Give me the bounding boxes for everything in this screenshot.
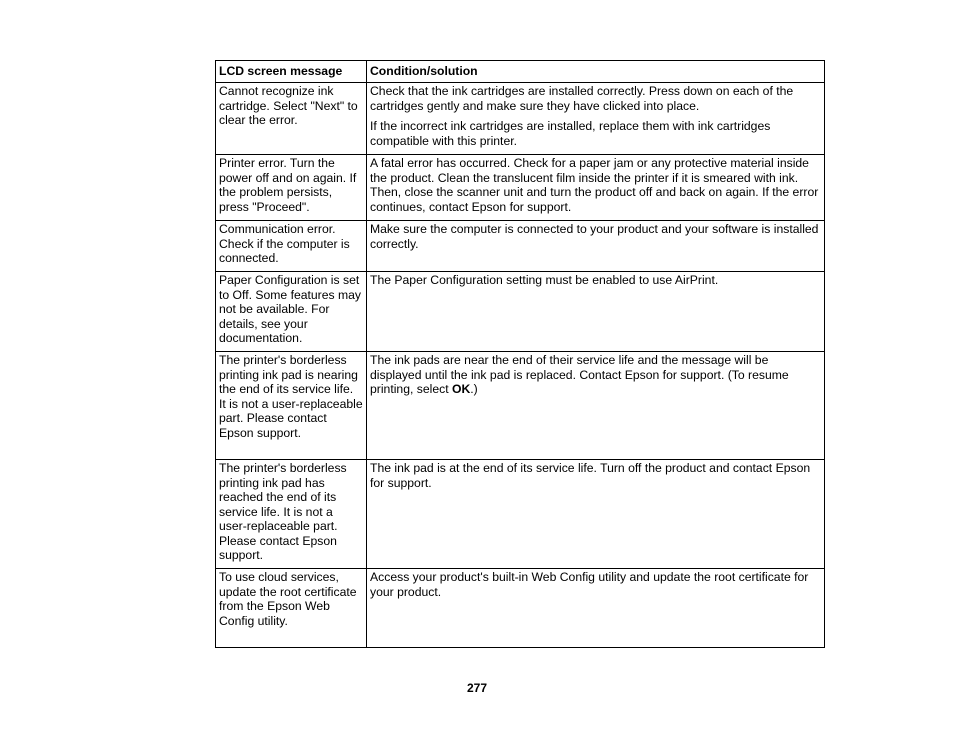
lcd-message-cell: Printer error. Turn the power off and on again. If the problem persists, press "Proceed". (216, 155, 367, 221)
table-row (216, 569, 825, 648)
solution-paragraph: If the incorrect ink cartridges are installed, replace them with ink cartridges compatible with this printer. (370, 119, 771, 148)
table-row (216, 221, 825, 272)
solution-cell (367, 221, 825, 272)
solution-paragraph: Access your product's built-in Web Config utility and update the root certificate for your product. (370, 570, 809, 599)
table-row (216, 352, 825, 460)
column-header-lcd-message: LCD screen message (216, 61, 367, 83)
solution-cell (367, 352, 825, 460)
lcd-message-cell: Communication error. Check if the computer is connected. (216, 221, 367, 272)
table-row (216, 460, 825, 569)
solution-paragraph (370, 353, 821, 397)
solution-text: The ink pads are near the end of their service life and the message will be displayed until the ink pad is replaced. Contact Epson for support. (To resume printing, select (370, 353, 789, 396)
table-header-row (216, 61, 825, 83)
solution-paragraph: The Paper Configuration setting must be enabled to use AirPrint. (370, 273, 719, 287)
solution-paragraph: Make sure the computer is connected to your product and your software is installed correctly. (370, 222, 819, 251)
lcd-message-cell: To use cloud services, update the root certificate from the Epson Web Config utility. (216, 569, 367, 648)
solution-cell (367, 460, 825, 569)
solution-paragraph: A fatal error has occurred. Check for a paper jam or any protective material inside the product. Clean the translucent film inside the printer if it is smeared with ink. Then, close the scanner unit and turn the product off and back on again. If the error continues, contact Epson for support. (370, 156, 819, 214)
solution-cell (367, 83, 825, 155)
solution-paragraph: Check that the ink cartridges are installed correctly. Press down on each of the cartridges gently and make sure they have clicked into place. (370, 84, 794, 113)
lcd-message-cell: Cannot recognize ink cartridge. Select "Next" to clear the error. (216, 83, 367, 155)
lcd-message-cell: The printer's borderless printing ink pad is nearing the end of its service life. It is not a user-replaceable part. Please contact Epson support. (216, 352, 367, 460)
lcd-message-cell: Paper Configuration is set to Off. Some features may not be available. For details, see your documentation. (216, 272, 367, 352)
table-row (216, 83, 825, 155)
solution-cell (367, 155, 825, 221)
solution-paragraph: The ink pad is at the end of its service life. Turn off the product and contact Epson for support. (370, 461, 811, 490)
column-header-condition-solution: Condition/solution (367, 61, 825, 83)
error-message-table (215, 60, 825, 648)
table-row (216, 272, 825, 352)
table-row (216, 155, 825, 221)
ok-label: OK (451, 382, 471, 396)
lcd-message-cell: The printer's borderless printing ink pad has reached the end of its service life. It is not a user-replaceable part. Please contact Epson support. (216, 460, 367, 569)
page-number: 277 (466, 681, 488, 695)
solution-cell (367, 569, 825, 648)
solution-cell (367, 272, 825, 352)
solution-text-end: .) (470, 382, 478, 396)
